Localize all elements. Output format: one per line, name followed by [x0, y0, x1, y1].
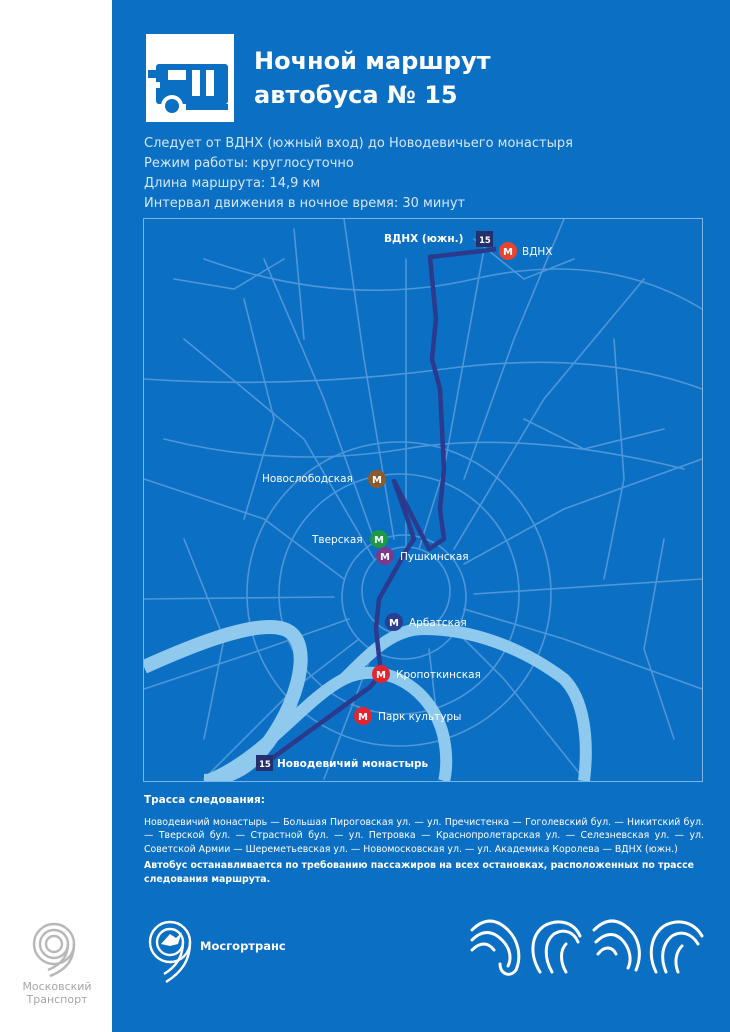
metro-symbol-pushkinskaya: М: [380, 552, 390, 563]
stop-request-note: Автобус останавливается по требованию пассажиров на всех остановках, расположенных по трассе следования маршрута.: [144, 860, 694, 885]
station-park-kultury-label: Парк культуры: [378, 711, 462, 723]
left-margin: [0, 0, 112, 1032]
route-streets: Новодевичий монастырь — Большая Пироговская ул. — ул. Пречистенка — Гоголевский бул. — Никитский бул. — Тверской бул. — Страстной бул. — ул. Петровка — Краснопролетарская ул. — Селезневская ул. — ул. Советской Армии — Шереметьевская ул. — Новомосковская ул. — ул. Академика Королева — ВДНХ (южн.): [144, 816, 704, 855]
moscow-transport-logo: [14, 920, 100, 1006]
side-logo-line1: Московский: [22, 980, 92, 993]
route-info: [144, 134, 573, 214]
route-heading: Трасса следования:: [144, 794, 265, 806]
info-schedule: Режим работы: круглосуточно: [144, 156, 354, 171]
mosgortrans-name: Мосгортранс: [200, 939, 286, 953]
metro-symbol-arbatskaya: М: [389, 618, 399, 629]
bus-pictogram: [146, 34, 234, 122]
title-line2: автобуса № 15: [254, 81, 458, 109]
wave-pattern-icon: [470, 916, 706, 978]
terminal-start-label: ВДНХ (южн.): [384, 233, 464, 245]
terminal-start-number: 15: [479, 236, 491, 246]
info-terminals: Следует от ВДНХ (южный вход) до Новодевичьего монастыря: [144, 136, 573, 151]
info-length: Длина маршрута: 14,9 км: [144, 176, 321, 191]
bus-icon: [146, 34, 234, 122]
moscow-transport-nine-icon: [28, 920, 86, 978]
page-title: [254, 44, 491, 112]
metro-symbol-vdnh: М: [503, 247, 513, 258]
mosgortrans-nine-icon: [144, 916, 204, 986]
route-poster: [112, 0, 730, 1032]
route-map: [143, 218, 703, 782]
metro-symbol-kropotkinskaya: М: [376, 670, 386, 681]
metro-symbol-tverskaya: М: [374, 535, 384, 546]
title-line1: Ночной маршрут: [254, 47, 491, 75]
station-kropotkinskaya-label: Кропоткинская: [396, 669, 481, 681]
map-canvas: [144, 219, 702, 781]
route-description: [144, 794, 704, 886]
station-novoslobodskaya-label: Новослободская: [262, 473, 353, 485]
metro-symbol-park-kultury: М: [358, 712, 368, 723]
info-interval: Интервал движения в ночное время: 30 минут: [144, 196, 466, 211]
metro-symbol-novoslobodskaya: М: [372, 475, 382, 486]
station-pushkinskaya-label: Пушкинская: [400, 551, 469, 563]
station-arbatskaya-label: Арбатская: [409, 617, 467, 629]
terminal-end-label: Новодевичий монастырь: [277, 758, 429, 770]
terminal-end-number: 15: [259, 760, 271, 770]
station-tverskaya-label: Тверская: [312, 534, 363, 546]
side-logo-line2: Транспорт: [26, 993, 88, 1006]
wave-ornament: [470, 916, 706, 978]
station-vdnh-label: ВДНХ: [522, 246, 553, 258]
